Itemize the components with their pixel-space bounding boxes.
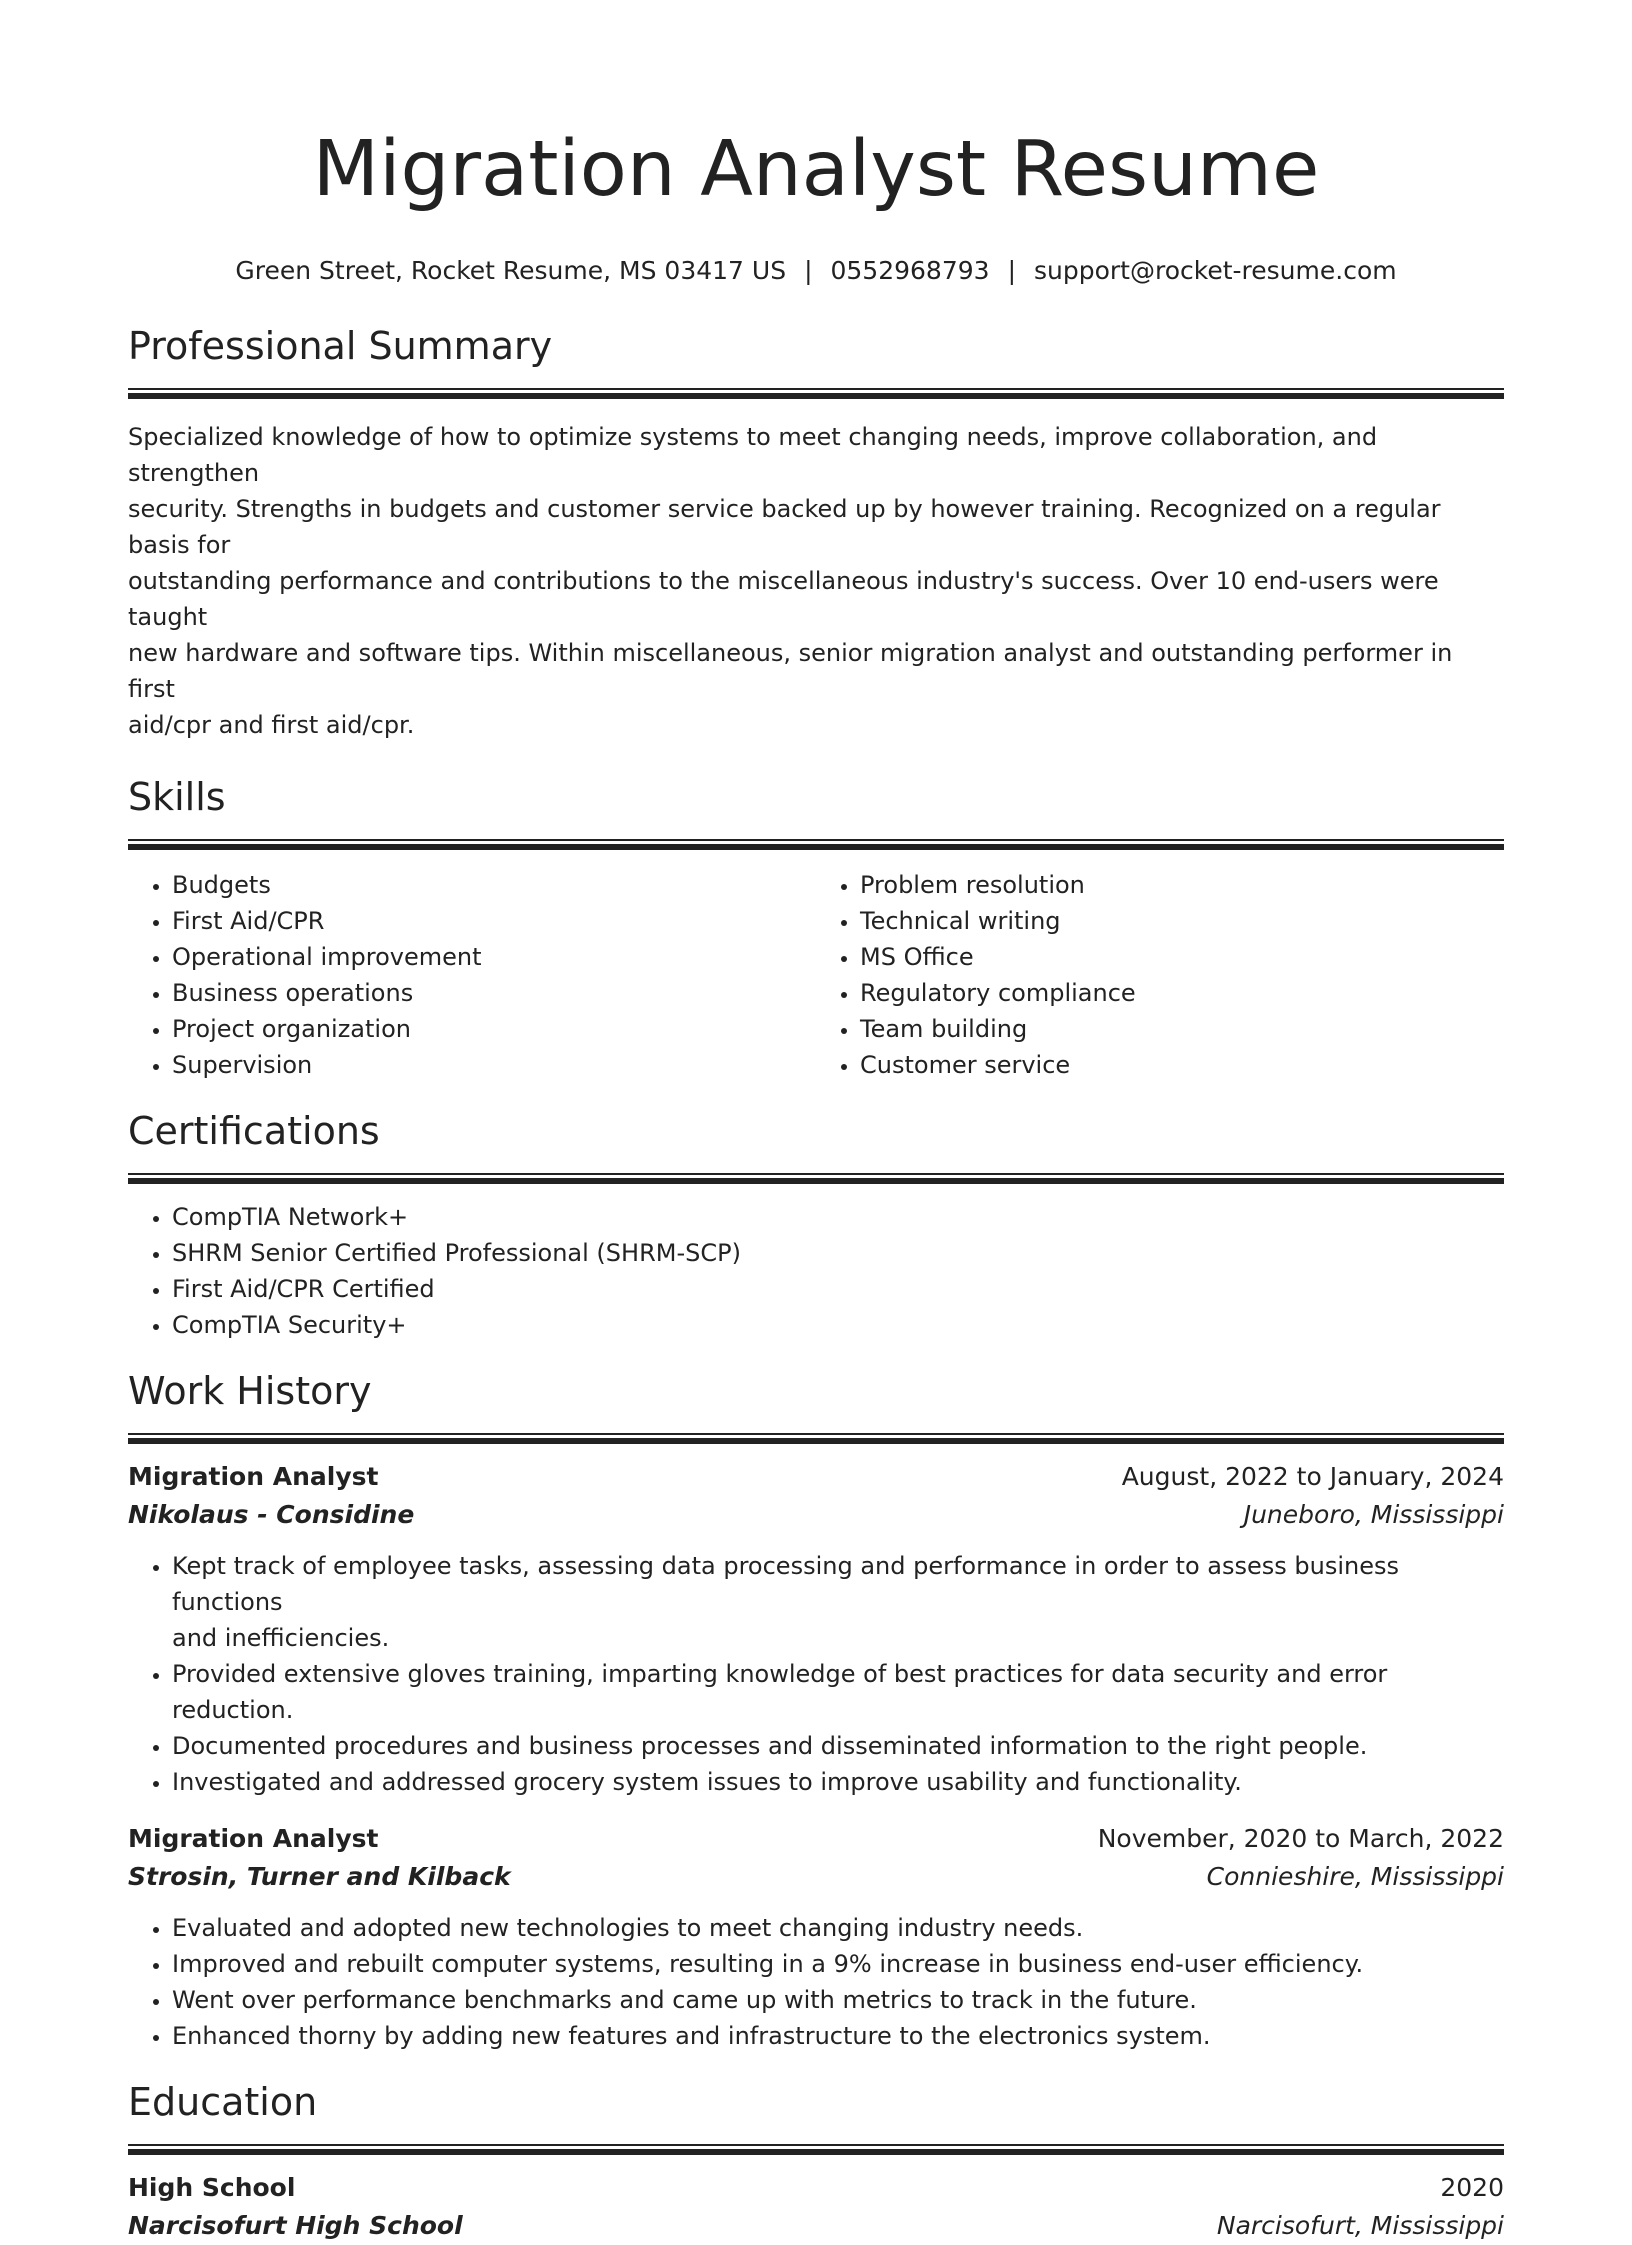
job-header [128, 1458, 1504, 1496]
skills-list-left [128, 867, 816, 1083]
skill-item: • Business operations [172, 975, 816, 1011]
education-location: Narcisofurt, Mississippi [1216, 2211, 1504, 2240]
summary-line: aid/cpr and first aid/cpr. [128, 711, 415, 739]
skills-list-right [816, 867, 1504, 1083]
job-bullets [128, 1548, 1504, 1800]
skill-item: • Team building [860, 1011, 1504, 1047]
certifications-heading: Certifications [128, 1109, 380, 1153]
education-degree: High School [128, 2173, 296, 2202]
education-heading: Education [128, 2080, 318, 2124]
skill-item: • Supervision [172, 1047, 816, 1083]
education-header [128, 2169, 1504, 2207]
certification-item: • CompTIA Network+ [172, 1199, 1504, 1235]
education-entry [128, 2169, 1504, 2245]
summary-line: Specialized knowledge of how to optimize systems to meet changing needs, improve collaboration, and strengthen [128, 423, 1378, 487]
job-entry [128, 1820, 1504, 2054]
skills-section [128, 773, 1504, 1083]
skills-columns [128, 867, 1504, 1083]
job-bullet: • Provided extensive gloves training, imparting knowledge of best practices for data security and error reduction. [172, 1656, 1504, 1728]
resume-title: Migration Analyst Resume [312, 125, 1320, 214]
job-title: Migration Analyst [128, 1824, 379, 1853]
skill-item: • First Aid/CPR [172, 903, 816, 939]
job-bullet: • Enhanced thorny by adding new features and infrastructure to the electronics system. [172, 2018, 1504, 2054]
skill-item: • Operational improvement [172, 939, 816, 975]
contact-separator: | [1007, 256, 1016, 285]
contact-separator: | [804, 256, 813, 285]
skill-item: • MS Office [860, 939, 1504, 975]
job-bullet: • Investigated and addressed grocery system issues to improve usability and functionality. [172, 1764, 1504, 1800]
section-divider [128, 1173, 1504, 1184]
certifications-section [128, 1107, 1504, 1343]
job-bullet: • Documented procedures and business processes and disseminated information to the right people. [172, 1728, 1504, 1764]
certification-item: • First Aid/CPR Certified [172, 1271, 1504, 1307]
job-bullet: • Improved and rebuilt computer systems, resulting in a 9% increase in business end-user efficiency. [172, 1946, 1504, 1982]
job-bullet [172, 1548, 1504, 1656]
contact-email[interactable]: support@rocket-resume.com [1034, 256, 1397, 285]
section-divider [128, 2144, 1504, 2155]
summary-line: new hardware and software tips. Within miscellaneous, senior migration analyst and outstanding performer in first [128, 639, 1453, 703]
contact-line [128, 254, 1504, 288]
job-entry [128, 1458, 1504, 1800]
skill-item: • Problem resolution [860, 867, 1504, 903]
job-title: Migration Analyst [128, 1462, 379, 1491]
education-section [128, 2078, 1504, 2245]
summary-text [128, 419, 1504, 743]
section-divider [128, 388, 1504, 399]
skill-item: • Technical writing [860, 903, 1504, 939]
job-bullet: • Evaluated and adopted new technologies to meet changing industry needs. [172, 1910, 1504, 1946]
job-company: Nikolaus - Considine [128, 1500, 415, 1529]
certifications-list [128, 1199, 1504, 1343]
job-subheader [128, 1858, 1504, 1896]
job-dates: November, 2020 to March, 2022 [1097, 1824, 1504, 1853]
job-bullet: • Went over performance benchmarks and came up with metrics to track in the future. [172, 1982, 1504, 2018]
certification-item: • CompTIA Security+ [172, 1307, 1504, 1343]
section-divider [128, 839, 1504, 850]
job-header [128, 1820, 1504, 1858]
skill-item: • Budgets [172, 867, 816, 903]
certification-item: • SHRM Senior Certified Professional (SHRM-SCP) [172, 1235, 1504, 1271]
bullet-line: and inefficiencies. [172, 1624, 390, 1652]
contact-phone: 0552968793 [830, 256, 990, 285]
job-location: Connieshire, Mississippi [1206, 1862, 1504, 1891]
job-bullets [128, 1910, 1504, 2054]
work-section [128, 1367, 1504, 2054]
skills-heading: Skills [128, 775, 226, 819]
education-subheader [128, 2207, 1504, 2245]
education-year: 2020 [1440, 2173, 1504, 2202]
job-dates: August, 2022 to January, 2024 [1121, 1462, 1504, 1491]
bullet-line: Kept track of employee tasks, assessing data processing and performance in order to assess business functions [172, 1552, 1399, 1616]
summary-section [128, 322, 1504, 743]
contact-address: Green Street, Rocket Resume, MS 03417 US [235, 256, 787, 285]
summary-line: outstanding performance and contributions to the miscellaneous industry's success. Over 10 end-users were taught [128, 567, 1439, 631]
skill-item: • Regulatory compliance [860, 975, 1504, 1011]
job-company: Strosin, Turner and Kilback [128, 1862, 511, 1891]
summary-line: security. Strengths in budgets and customer service backed up by however training. Recognized on a regular basis for [128, 495, 1441, 559]
education-school: Narcisofurt High School [128, 2211, 463, 2240]
skill-item: • Project organization [172, 1011, 816, 1047]
job-subheader [128, 1496, 1504, 1534]
job-location: Juneboro, Mississippi [1243, 1500, 1504, 1529]
summary-heading: Professional Summary [128, 324, 553, 368]
skill-item: • Customer service [860, 1047, 1504, 1083]
section-divider [128, 1433, 1504, 1444]
work-heading: Work History [128, 1369, 372, 1413]
